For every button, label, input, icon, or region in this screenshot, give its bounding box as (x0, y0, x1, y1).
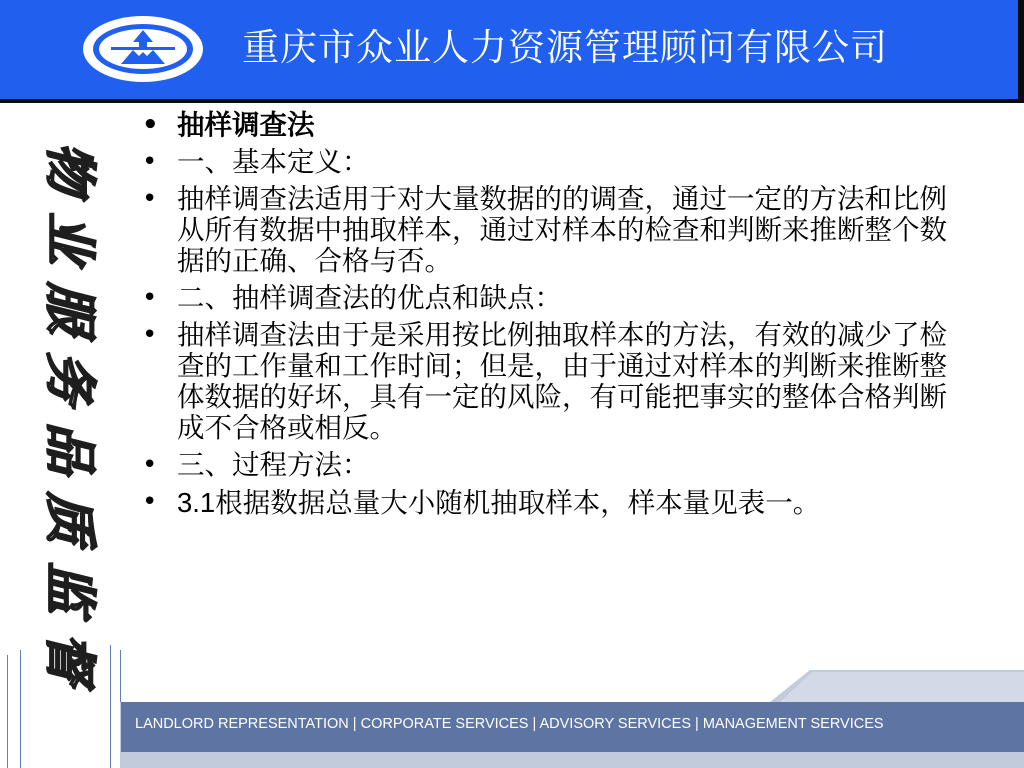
bullet-text: 一、基本定义： (177, 146, 370, 178)
side-title-text: 物业服务品质监督 (39, 142, 100, 703)
header-banner (0, 0, 1020, 99)
side-title (34, 142, 104, 703)
company-logo-icon (81, 14, 205, 84)
bullet-text: 抽样调查法由于是采用按比例抽取样本的方法，有效的减少了检查的工作量和工作时间；但是，由于通过对样本的判断来推断整体数据的好坏，具有一定的风险，有可能把事实的整体合格判断成不合格或相反。 (177, 319, 947, 444)
bullet-text: 抽样调查法适用于对大量数据的的调查，通过一定的方法和比例从所有数据中抽取样本，通过对样本的检查和判断来推断整个数据的正确、合格与否。 (177, 183, 947, 277)
header-shadow-bottom (0, 99, 1024, 103)
bullet-item (132, 147, 967, 178)
footer-services-text: LANDLORD REPRESENTATION | CORPORATE SERVICES | ADVISORY SERVICES | MANAGEMENT SERVICES (135, 716, 884, 732)
bullet-text: 二、抽样调查法的优点和缺点： (177, 282, 562, 314)
company-name: 重庆市众业人力资源管理顾问有限公司 (242, 26, 888, 69)
bullet-item (132, 110, 967, 141)
header-shadow-right (1018, 0, 1024, 102)
bullet-item (132, 487, 967, 519)
bullet-list (132, 110, 967, 519)
bullet-number: 3.1 (177, 487, 216, 518)
slide-content (132, 104, 967, 525)
bullet-item (132, 320, 967, 444)
bullet-item (132, 450, 967, 481)
bullet-item (132, 283, 967, 314)
bullet-text: 抽样调查法 (177, 109, 315, 141)
bullet-item (132, 184, 967, 277)
bullet-text: 三、过程方法： (177, 449, 370, 481)
bullet-text: 根据数据总量大小随机抽取样本，样本量见表一。 (215, 487, 821, 519)
